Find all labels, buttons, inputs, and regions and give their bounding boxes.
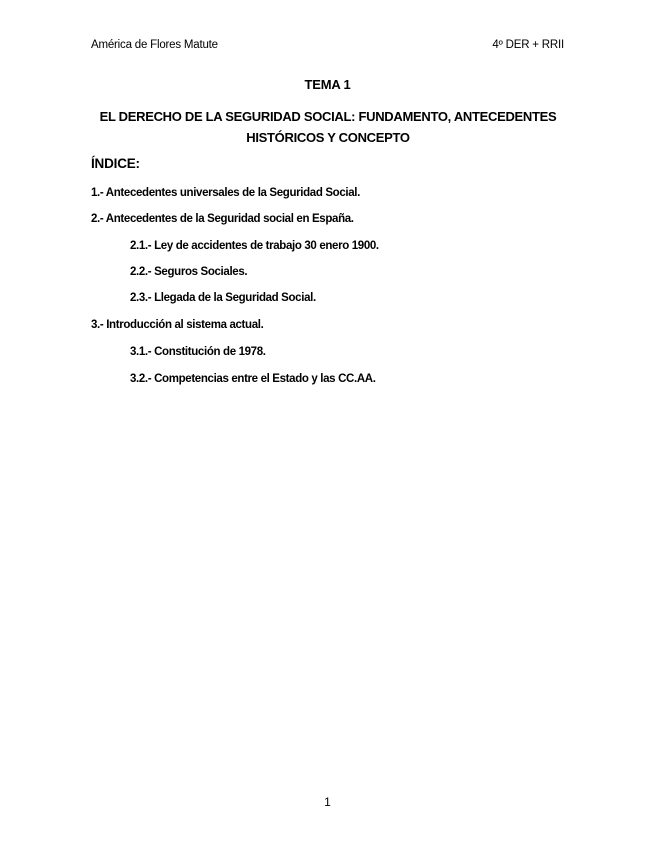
page-number: 1: [324, 795, 331, 809]
chapter-label: TEMA 1: [304, 77, 351, 92]
toc-item-1: 1.- Antecedentes universales de la Seguridad Social.: [91, 187, 360, 199]
index-heading: ÍNDICE:: [91, 156, 140, 171]
toc-item-3: 3.- Introducción al sistema actual.: [91, 319, 264, 331]
toc-item-3-2: 3.2.- Competencias entre el Estado y las CC.AA.: [130, 373, 376, 385]
header-author: América de Flores Matute: [91, 39, 218, 51]
toc-item-2-2: 2.2.- Seguros Sociales.: [130, 266, 248, 278]
toc-item-2-1: 2.1.- Ley de accidentes de trabajo 30 enero 1900.: [130, 240, 379, 252]
title-line-1: EL DERECHO DE LA SEGURIDAD SOCIAL: FUNDAMENTO, ANTECEDENTES: [99, 109, 557, 124]
toc-item-3-1: 3.1.- Constitución de 1978.: [130, 346, 266, 358]
title-line-2: HISTÓRICOS Y CONCEPTO: [246, 130, 410, 145]
toc-item-2-3: 2.3.- Llegada de la Seguridad Social.: [130, 292, 316, 304]
header-course: 4º DER + RRII: [492, 39, 564, 51]
toc-item-2: 2.- Antecedentes de la Seguridad social en España.: [91, 213, 354, 225]
document-title: [91, 106, 565, 148]
